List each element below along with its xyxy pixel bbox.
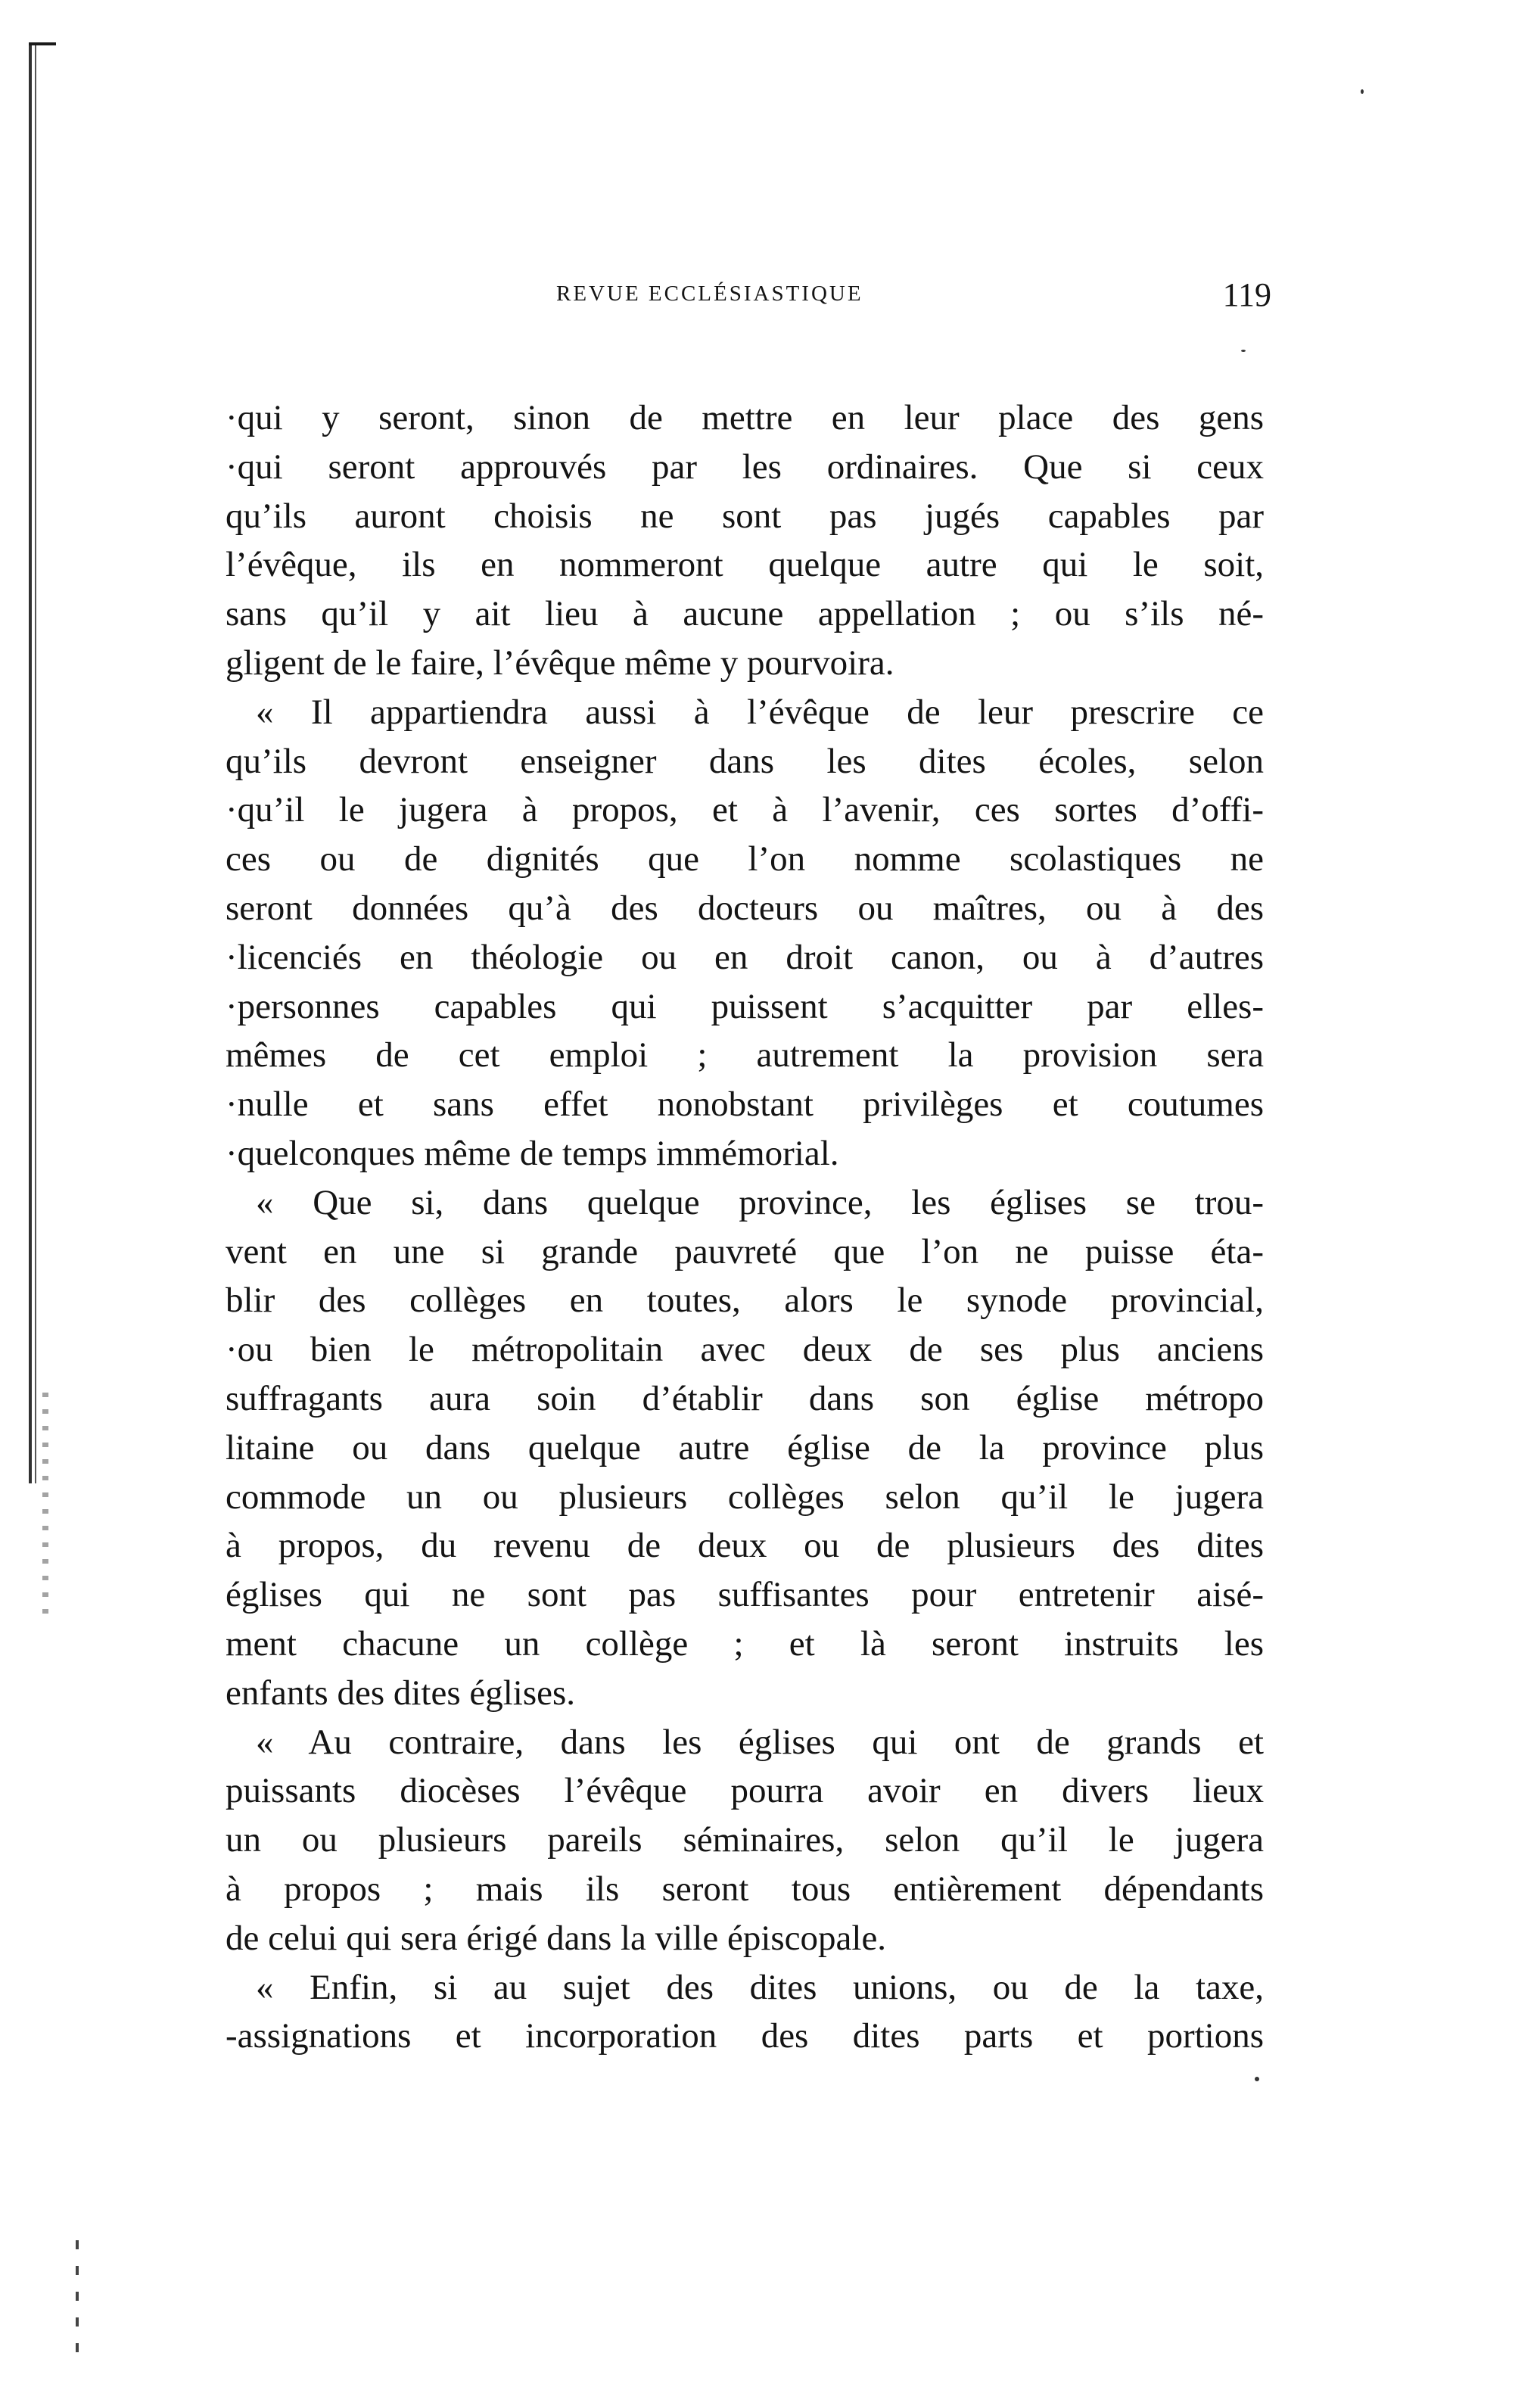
running-head <box>454 276 1271 321</box>
text-line: ·qu’il le jugera à propos, et à l’avenir, ces sortes d’offi- <box>226 790 1264 830</box>
gutter-marks <box>76 2240 79 2354</box>
text-line: ·personnes capables qui puissent s’acquitter par elles- <box>226 986 1264 1026</box>
text-line: suffragants aura soin d’établir dans son église métropo <box>226 1378 1264 1418</box>
ink-speck <box>1241 350 1246 352</box>
body-text <box>226 394 1264 2061</box>
text-line: seront données qu’à des docteurs ou maîtres, ou à des <box>226 888 1264 928</box>
text-line: -assignations et incorporation des dites parts et portions <box>226 2016 1264 2056</box>
text-line: gligent de le faire, l’évêque même y pourvoira. <box>226 643 894 683</box>
text-line: un ou plusieurs pareils séminaires, selon qu’il le jugera <box>226 1820 1264 1860</box>
text-line: commode un ou plusieurs collèges selon qu’il le jugera <box>226 1477 1264 1517</box>
ink-speck <box>1255 2077 1259 2081</box>
text-line: ment chacune un collège ; et là seront instruits les <box>226 1623 1264 1664</box>
text-line: mêmes de cet emploi ; autrement la provision sera <box>226 1035 1264 1075</box>
text-line: qu’ils devront enseigner dans les dites écoles, selon <box>226 741 1264 781</box>
ink-speck <box>1361 89 1364 94</box>
text-line: ·qui y seront, sinon de mettre en leur place des gens <box>226 398 1264 437</box>
text-line: églises qui ne sont pas suffisantes pour entretenir aisé- <box>226 1575 1264 1615</box>
text-line: « Que si, dans quelque province, les églises se trou- <box>256 1182 1264 1222</box>
text-line: ·qui seront approuvés par les ordinaires. Que si ceux <box>226 447 1264 487</box>
text-line: à propos ; mais ils seront tous entièrement dépendants <box>226 1869 1264 1909</box>
text-line: « Enfin, si au sujet des dites unions, ou de la taxe, <box>256 1967 1264 2007</box>
text-line: ces ou de dignités que l’on nomme scolastiques ne <box>226 839 1264 879</box>
text-line: à propos, du revenu de deux ou de plusieurs des dites <box>226 1526 1264 1566</box>
text-line: ·ou bien le métropolitain avec deux de ses plus anciens <box>226 1330 1264 1370</box>
text-line: ·licenciés en théologie ou en droit canon, ou à d’autres <box>226 937 1264 977</box>
text-line: enfants des dites églises. <box>226 1673 576 1713</box>
text-line: blir des collèges en toutes, alors le synode provincial, <box>226 1281 1264 1321</box>
text-line: l’évêque, ils en nommeront quelque autre qui le soit, <box>226 545 1264 585</box>
text-line: ·quelconques même de temps immémorial. <box>226 1133 839 1173</box>
page-number: 119 <box>1222 276 1271 313</box>
text-line: « Au contraire, dans les églises qui ont de grands et <box>256 1722 1264 1762</box>
binding-edge-fragments <box>42 1393 48 1620</box>
text-line: ·nulle et sans effet nonobstant privilèges et coutumes <box>226 1085 1264 1125</box>
journal-title: REVUE ECCLÉSIASTIQUE <box>556 282 863 306</box>
text-line: de celui qui sera érigé dans la ville épiscopale. <box>226 1918 887 1958</box>
text-line: « Il appartiendra aussi à l’évêque de leur prescrire ce <box>256 692 1264 732</box>
text-line: qu’ils auront choisis ne sont pas jugés capables par <box>226 496 1264 536</box>
text-line: litaine ou dans quelque autre église de la province plus <box>226 1427 1264 1468</box>
text-line: sans qu’il y ait lieu à aucune appellation ; ou s’ils né- <box>226 594 1264 634</box>
text-line: vent en une si grande pauvreté que l’on ne puisse éta- <box>226 1231 1264 1271</box>
binding-edge <box>29 45 39 1483</box>
text-line: puissants diocèses l’évêque pourra avoir en divers lieux <box>226 1771 1264 1811</box>
